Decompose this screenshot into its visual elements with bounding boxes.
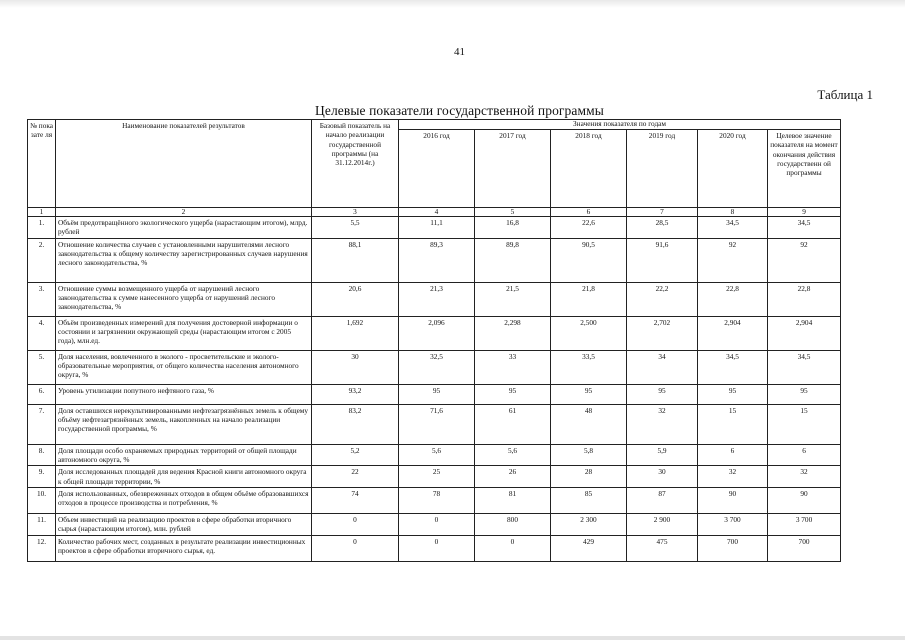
table-row — [28, 238, 841, 282]
row-name: Объем инвестиций на реализацию проектов в сфере обработки вторичного сырья (нарастающим итогом), млн. рублей — [56, 513, 312, 535]
row-year-value: 34,5 — [698, 216, 768, 238]
row-year-value: 92 — [698, 238, 768, 282]
row-name: Доля использованных, обезвреженных отходов в общем объёме образовавшихся отходов в процессе производства и потребления, % — [56, 487, 312, 513]
row-name: Объём произведенных измерений для получения достоверной информации о состоянии и загрязнении окружающей среды (нарастающим итогом с 2005 года), млн.ед. — [56, 316, 312, 350]
header-year: 2017 год — [475, 130, 551, 208]
row-name: Доля площади особо охраняемых природных территорий от общей площади автономного округа, % — [56, 444, 312, 466]
row-number: 11. — [28, 513, 56, 535]
row-year-value: 25 — [399, 466, 475, 488]
row-name: Количество рабочих мест, созданных в результате реализации инвестиционных проектов в сфере обработки вторичного сырья, ед. — [56, 535, 312, 561]
table-row — [28, 466, 841, 488]
row-target-value: 32 — [768, 466, 841, 488]
row-year-value: 429 — [551, 535, 627, 561]
row-name: Отношение количества случаев с установленными нарушителями лесного законодательства к общему количеству зарегистрированных случаев нарушения лесного законодательства, % — [56, 238, 312, 282]
document-title: Целевые показатели государственной программы — [315, 103, 604, 118]
row-target-value: 2,904 — [768, 316, 841, 350]
row-target-value: 95 — [768, 384, 841, 404]
column-number: 4 — [399, 208, 475, 217]
row-year-value: 700 — [698, 535, 768, 561]
row-year-value: 0 — [475, 535, 551, 561]
row-number: 6. — [28, 384, 56, 404]
row-base-value: 22 — [312, 466, 399, 488]
row-year-value: 2,298 — [475, 316, 551, 350]
column-number: 3 — [312, 208, 399, 217]
table-row — [28, 350, 841, 384]
row-target-value: 6 — [768, 444, 841, 466]
row-base-value: 20,6 — [312, 282, 399, 316]
indicators-table — [27, 119, 841, 562]
row-name: Доля оставшихся нерекультивированными нефтезагрязнённых земель к общему объёму нефтезагрязнённых земель, накопленных на начало реализации государственной программы, % — [56, 404, 312, 444]
row-year-value: 90 — [698, 487, 768, 513]
row-year-value: 81 — [475, 487, 551, 513]
row-year-value: 2,702 — [627, 316, 698, 350]
table-row — [28, 444, 841, 466]
row-year-value: 16,8 — [475, 216, 551, 238]
scan-top-edge — [0, 0, 905, 8]
row-name: Отношение суммы возмещенного ущерба от нарушений лесного законодательства к сумме нанесенного ущерба от нарушений лесного законодательства, % — [56, 282, 312, 316]
column-number: 7 — [627, 208, 698, 217]
row-number: 5. — [28, 350, 56, 384]
page-number: 41 — [454, 46, 465, 58]
table-caption: Таблица 1 — [817, 87, 873, 102]
row-number: 2. — [28, 238, 56, 282]
table-row — [28, 535, 841, 561]
row-year-value: 28,5 — [627, 216, 698, 238]
row-year-value: 28 — [551, 466, 627, 488]
row-number: 4. — [28, 316, 56, 350]
row-target-value: 700 — [768, 535, 841, 561]
header-number: № пока зате ля — [28, 120, 56, 208]
row-year-value: 61 — [475, 404, 551, 444]
row-year-value: 32 — [627, 404, 698, 444]
header-year: 2020 год — [698, 130, 768, 208]
row-base-value: 5,2 — [312, 444, 399, 466]
row-year-value: 21,3 — [399, 282, 475, 316]
row-target-value: 22,8 — [768, 282, 841, 316]
column-number: 1 — [28, 208, 56, 217]
table-body — [28, 208, 841, 562]
table-row — [28, 513, 841, 535]
row-year-value: 91,6 — [627, 238, 698, 282]
header-name: Наименование показателей результатов — [56, 120, 312, 208]
row-year-value: 95 — [399, 384, 475, 404]
row-year-value: 22,8 — [698, 282, 768, 316]
row-year-value: 800 — [475, 513, 551, 535]
row-year-value: 0 — [399, 535, 475, 561]
row-year-value: 475 — [627, 535, 698, 561]
row-year-value: 85 — [551, 487, 627, 513]
row-year-value: 90,5 — [551, 238, 627, 282]
column-number: 6 — [551, 208, 627, 217]
row-base-value: 30 — [312, 350, 399, 384]
header-base: Базовый показатель на начало реализации государственной программы (на 31.12.2014г.) — [312, 120, 399, 208]
row-year-value: 95 — [698, 384, 768, 404]
row-year-value: 0 — [399, 513, 475, 535]
header-year: 2018 год — [551, 130, 627, 208]
row-base-value: 1,692 — [312, 316, 399, 350]
row-number: 8. — [28, 444, 56, 466]
row-number: 1. — [28, 216, 56, 238]
row-year-value: 95 — [475, 384, 551, 404]
row-base-value: 93,2 — [312, 384, 399, 404]
row-year-value: 87 — [627, 487, 698, 513]
row-year-value: 11,1 — [399, 216, 475, 238]
row-base-value: 5,5 — [312, 216, 399, 238]
row-year-value: 2,096 — [399, 316, 475, 350]
column-number: 9 — [768, 208, 841, 217]
row-year-value: 5,6 — [475, 444, 551, 466]
row-name: Объём предотвращённого экологического ущерба (нарастающим итогом), млрд. рублей — [56, 216, 312, 238]
row-year-value: 2,500 — [551, 316, 627, 350]
row-target-value: 90 — [768, 487, 841, 513]
header-target: Целевое значение показателя на момент окончания действия государственн ой программы — [768, 130, 841, 208]
row-base-value: 83,2 — [312, 404, 399, 444]
table-row — [28, 216, 841, 238]
row-year-value: 22,6 — [551, 216, 627, 238]
row-number: 10. — [28, 487, 56, 513]
row-number: 3. — [28, 282, 56, 316]
row-number: 9. — [28, 466, 56, 488]
row-year-value: 22,2 — [627, 282, 698, 316]
row-year-value: 95 — [551, 384, 627, 404]
row-year-value: 95 — [627, 384, 698, 404]
header-year: 2016 год — [399, 130, 475, 208]
row-year-value: 5,6 — [399, 444, 475, 466]
row-year-value: 33,5 — [551, 350, 627, 384]
row-year-value: 71,6 — [399, 404, 475, 444]
row-year-value: 21,8 — [551, 282, 627, 316]
row-base-value: 88,1 — [312, 238, 399, 282]
row-year-value: 78 — [399, 487, 475, 513]
row-number: 7. — [28, 404, 56, 444]
column-number: 8 — [698, 208, 768, 217]
row-name: Уровень утилизации попутного нефтяного газа, % — [56, 384, 312, 404]
header-year: 2019 год — [627, 130, 698, 208]
row-target-value: 34,5 — [768, 216, 841, 238]
row-name: Доля исследованных площадей для ведения Красной книги автономного округа к общей площади территории, % — [56, 466, 312, 488]
row-target-value: 15 — [768, 404, 841, 444]
row-target-value: 92 — [768, 238, 841, 282]
table-row — [28, 487, 841, 513]
row-year-value: 2,904 — [698, 316, 768, 350]
row-base-value: 0 — [312, 535, 399, 561]
header-years-group: Значения показателя по годам — [399, 120, 841, 130]
table-row — [28, 404, 841, 444]
column-number-row — [28, 208, 841, 217]
row-year-value: 30 — [627, 466, 698, 488]
row-year-value: 26 — [475, 466, 551, 488]
row-year-value: 32,5 — [399, 350, 475, 384]
row-year-value: 89,8 — [475, 238, 551, 282]
row-year-value: 5,8 — [551, 444, 627, 466]
row-year-value: 34 — [627, 350, 698, 384]
row-year-value: 2 900 — [627, 513, 698, 535]
row-year-value: 89,3 — [399, 238, 475, 282]
table-row — [28, 384, 841, 404]
row-name: Доля населения, вовлеченного в эколого - просветительские и эколого-образовательные мероприятия, от общего количества населения автономного округа, % — [56, 350, 312, 384]
row-year-value: 34,5 — [698, 350, 768, 384]
row-target-value: 3 700 — [768, 513, 841, 535]
scan-bottom-edge — [0, 636, 905, 640]
table-row — [28, 316, 841, 350]
row-year-value: 32 — [698, 466, 768, 488]
table-row — [28, 282, 841, 316]
row-year-value: 48 — [551, 404, 627, 444]
row-base-value: 0 — [312, 513, 399, 535]
row-year-value: 2 300 — [551, 513, 627, 535]
row-year-value: 3 700 — [698, 513, 768, 535]
row-year-value: 21,5 — [475, 282, 551, 316]
column-number: 2 — [56, 208, 312, 217]
row-year-value: 5,9 — [627, 444, 698, 466]
row-target-value: 34,5 — [768, 350, 841, 384]
row-year-value: 15 — [698, 404, 768, 444]
row-year-value: 6 — [698, 444, 768, 466]
column-number: 5 — [475, 208, 551, 217]
row-number: 12. — [28, 535, 56, 561]
row-base-value: 74 — [312, 487, 399, 513]
row-year-value: 33 — [475, 350, 551, 384]
